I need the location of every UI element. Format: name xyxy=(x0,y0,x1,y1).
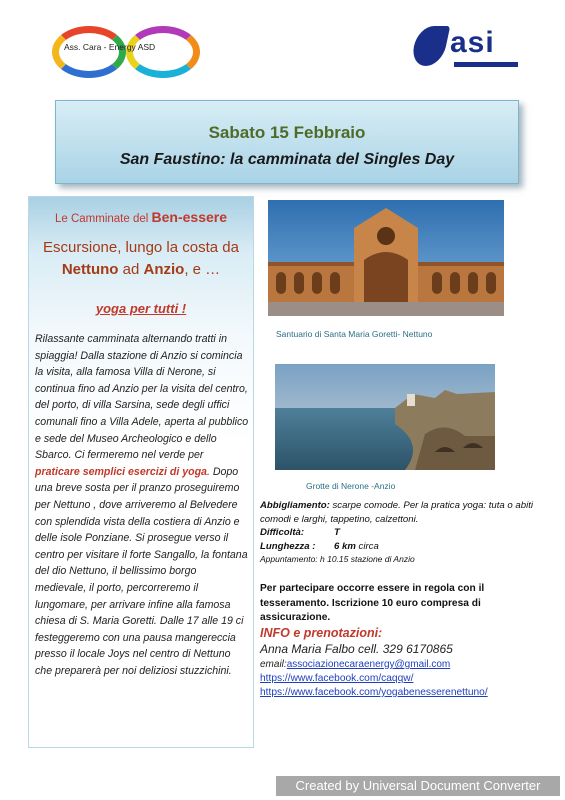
lunghezza-label: Lunghezza : xyxy=(260,540,316,552)
registration-note: Per partecipare occorre essere in regola con il tesseramento. Iscrizione 10 euro compresa di assicurazione. xyxy=(260,583,485,623)
abbigliamento-label: Abbigliamento: xyxy=(260,500,330,511)
practical-info xyxy=(260,499,550,567)
lunghezza-suffix: circa xyxy=(355,540,379,552)
excursion-mid: ad xyxy=(118,261,144,278)
email-link[interactable]: associazionecaraenergy@gmail.com xyxy=(286,659,451,670)
facebook-link-yoga[interactable]: https://www.facebook.com/yogabenesserenettuno/ xyxy=(260,687,488,698)
infinity-right-loop xyxy=(126,26,200,78)
grotte-caption: Grotte di Nerone -Anzio xyxy=(306,481,396,491)
place-anzio: Anzio xyxy=(143,261,185,278)
lunghezza-value: 6 km xyxy=(334,540,356,552)
series-prefix: Le Camminate del xyxy=(54,213,152,225)
asi-logo xyxy=(410,22,520,72)
converter-watermark: Created by Universal Document Converter xyxy=(276,776,560,796)
appuntamento: Appuntamento: h 10.15 stazione di Anzio xyxy=(260,554,415,564)
lunghezza-row xyxy=(260,540,550,554)
asi-logo-text: asi xyxy=(450,26,495,59)
contact-phone: Anna Maria Falbo cell. 329 6170865 xyxy=(260,642,453,656)
abbigliamento-row xyxy=(260,499,550,526)
santuario-photo xyxy=(268,200,504,316)
grotte-photo xyxy=(275,364,495,470)
description-panel xyxy=(28,196,254,748)
difficolta-value: T xyxy=(334,527,340,538)
santuario-caption: Santuario di Santa Maria Goretti- Nettuno xyxy=(276,329,433,339)
excursion-end: , e … xyxy=(184,261,221,278)
description-highlight: praticare semplici esercizi di yoga xyxy=(35,465,207,478)
difficolta-label: Difficoltà: xyxy=(260,527,305,538)
email-label: email: xyxy=(260,659,287,670)
email-row xyxy=(260,659,450,670)
logo-left-text: Ass. Cara - Energy ASD xyxy=(64,42,156,52)
infinity-left-loop xyxy=(52,26,126,78)
series-title xyxy=(29,209,253,225)
event-title: San Faustino: la camminata del Singles Day xyxy=(119,151,455,168)
event-date: Sabato 15 Febbraio xyxy=(208,123,366,142)
excursion-line1: Escursione, lungo la costa da xyxy=(43,239,239,256)
info-heading: INFO e prenotazioni: xyxy=(260,626,383,640)
abbigliamento-value: scarpe comode. Per la pratica yoga: tuta o abiti comodi e larghi, tappetino, calzettoni. xyxy=(260,500,534,525)
asi-swoosh-icon xyxy=(410,26,451,66)
difficolta-row xyxy=(260,526,550,540)
description-text xyxy=(35,331,249,679)
yoga-tagline: yoga per tutti ! xyxy=(95,301,187,316)
asi-logo-bar xyxy=(454,62,518,67)
cara-energy-logo xyxy=(50,18,210,88)
title-banner xyxy=(55,100,519,184)
description-part1: Rilassante camminata alternando tratti in spiaggia! Dalla stazione di Anzio si comincia la visita, alla famosa Villa di Nerone, si continua fino ad Anzio per la visita del centro, del porto, di villa Sarsina, sede degli uffici comunali fino a Villa Adele, aperta al pubblico e sede del Museo Archeologico e dello Sbarco. Ci fermeremo nel verde per xyxy=(35,333,249,462)
facebook-link-caqqw[interactable]: https://www.facebook.com/caqqw/ xyxy=(260,673,414,684)
description-part2: . Dopo una breve sosta per il pranzo proseguiremo per Nettuno , dove arriveremo al Belvedere con splendida vista della costiera di Anzio e delle isole Ponziane. Si prosegue verso il centro per visitare il forte Sangallo, la fontana del dio Nettuno, il bellissimo borgo medievale, il porto, percorreremo il lungomare, per arrivare infine alla famosa chiesa di S. Maria Goretti. Dalle 17 alle 19 ci festeggeremo con una pausa mangereccia presso il locale Joys nel centro di Nettuno che preparerà per noi deliziosi stuzzichini. xyxy=(35,465,248,677)
place-nettuno: Nettuno xyxy=(61,261,119,278)
excursion-heading xyxy=(35,237,247,281)
series-bold: Ben-essere xyxy=(151,209,228,225)
